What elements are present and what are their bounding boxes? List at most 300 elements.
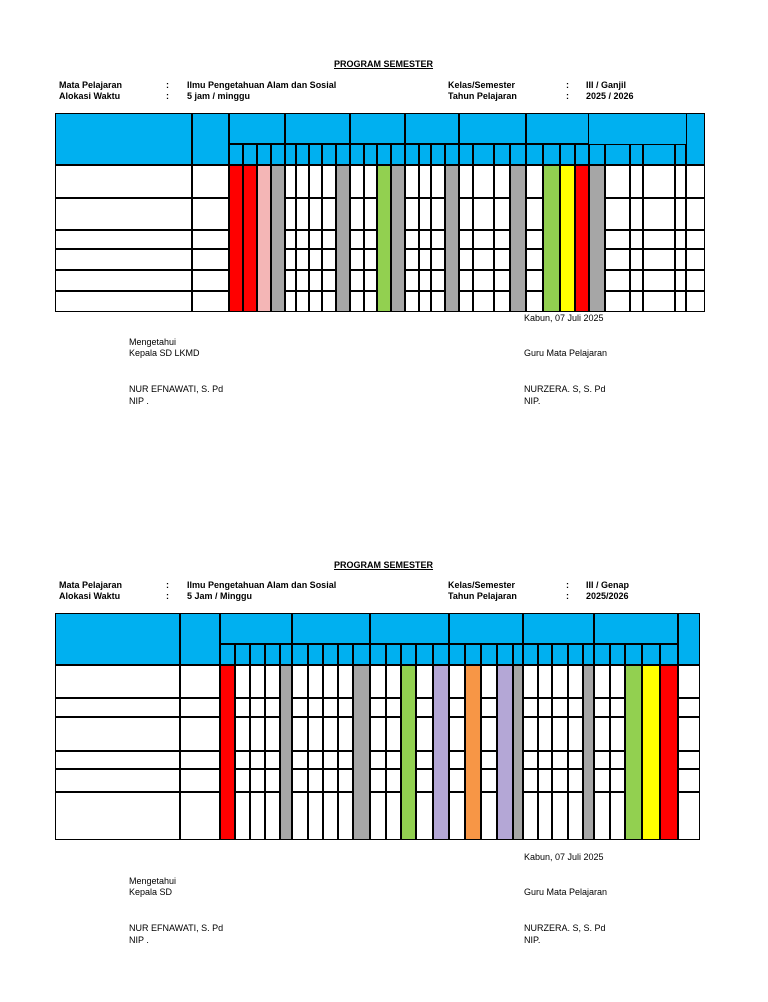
header-week-cell [280, 644, 292, 665]
schedule-cell [643, 270, 675, 291]
schedule-cell [594, 792, 610, 840]
schedule-cell [416, 751, 433, 769]
schedule-cell [323, 717, 338, 751]
schedule-cell [416, 717, 433, 751]
schedule-cell [308, 665, 323, 698]
label-tahun-pelajaran: Tahun Pelajaran [448, 91, 517, 101]
schedule-cell [643, 249, 675, 270]
schedule-cell [552, 665, 568, 698]
week-column [353, 665, 370, 840]
schedule-cell [308, 792, 323, 840]
colon: : [566, 591, 569, 601]
week-5-column [589, 165, 605, 312]
schedule-cell [610, 717, 625, 751]
schedule-cell [630, 291, 643, 312]
schedule-cell [481, 751, 497, 769]
schedule-cell [610, 698, 625, 717]
schedule-cell [610, 769, 625, 792]
schedule-cell [405, 291, 419, 312]
header-week-cell [583, 644, 594, 665]
schedule-cell [481, 665, 497, 698]
teacher-nip: NIP. [524, 935, 541, 945]
header-week-cell [481, 644, 497, 665]
header-week-cell [594, 644, 610, 665]
schedule-cell [605, 291, 630, 312]
schedule-cell [323, 698, 338, 717]
header-week-cell [510, 144, 526, 165]
week-4-column [445, 165, 459, 312]
schedule-cell [364, 249, 377, 270]
headmaster-nip: NIP . [129, 396, 149, 406]
colon: : [166, 91, 169, 101]
header-week-cell [630, 144, 643, 165]
header-week-cell [660, 644, 678, 665]
schedule-cell [459, 249, 473, 270]
schedule-cell [431, 291, 445, 312]
teacher-title: Guru Mata Pelajaran [524, 348, 608, 358]
schedule-cell [494, 249, 510, 270]
schedule-cell [309, 270, 322, 291]
label-mata-pelajaran: Mata Pelajaran [59, 580, 123, 590]
header-month-cell [350, 113, 405, 144]
header-week-cell [243, 144, 257, 165]
schedule-cell [322, 291, 336, 312]
schedule-cell [552, 769, 568, 792]
row-alokasi-cell [180, 717, 220, 751]
header-month-cell [459, 113, 526, 144]
label-mata-pelajaran: Mata Pelajaran [59, 80, 123, 90]
header-week-cell [235, 644, 250, 665]
schedule-cell [250, 751, 265, 769]
schedule-cell [594, 751, 610, 769]
header-month-cell [449, 613, 523, 644]
schedule-cell [308, 751, 323, 769]
schedule-cell [386, 792, 401, 840]
schedule-cell [675, 198, 686, 230]
schedule-cell [643, 198, 675, 230]
schedule-cell [594, 717, 610, 751]
row-alokasi-cell [180, 769, 220, 792]
header-month-cell [370, 613, 449, 644]
schedule-cell [250, 665, 265, 698]
schedule-cell [296, 249, 309, 270]
header-week-cell [323, 644, 338, 665]
header-month-cell [594, 613, 678, 644]
schedule-cell [494, 165, 510, 198]
row-ket-cell [678, 698, 700, 717]
pts-column [377, 165, 391, 312]
schedule-cell [459, 198, 473, 230]
schedule-cell [405, 165, 419, 198]
label-alokasi-waktu: Alokasi Waktu [59, 91, 121, 101]
schedule-cell [431, 198, 445, 230]
schedule-cell [538, 698, 552, 717]
header-ket-cell [678, 613, 700, 665]
value-alokasi-waktu: 5 jam / minggu [187, 91, 251, 101]
schedule-cell [338, 769, 353, 792]
colon: : [166, 591, 169, 601]
holiday-column [229, 165, 243, 312]
schedule-cell [523, 769, 538, 792]
schedule-cell [643, 230, 675, 249]
schedule-cell [568, 717, 583, 751]
schedule-cell [308, 717, 323, 751]
header-week-cell [364, 144, 377, 165]
week-column [513, 665, 523, 840]
schedule-cell [323, 792, 338, 840]
schedule-cell [459, 270, 473, 291]
schedule-cell [370, 717, 386, 751]
teacher-name: NURZERA. S, S. Pd [524, 923, 606, 933]
schedule-cell [265, 769, 280, 792]
event-column [433, 665, 449, 840]
header-month-cell [285, 113, 350, 144]
header-week-cell [568, 644, 583, 665]
header-month-cell [526, 113, 589, 144]
row-alokasi-cell [192, 249, 229, 270]
row-materi-cell [55, 230, 192, 249]
header-month-cell [229, 113, 285, 144]
label-kelas-semester: Kelas/Semester [448, 80, 516, 90]
place-date: Kabun, 07 Juli 2025 [524, 852, 604, 862]
row-alokasi-cell [180, 698, 220, 717]
row-alokasi-cell [180, 665, 220, 698]
header-week-cell [285, 144, 296, 165]
schedule-cell [323, 751, 338, 769]
schedule-cell [526, 291, 543, 312]
teacher-nip: NIP. [524, 396, 541, 406]
schedule-cell [538, 792, 552, 840]
header-week-cell [523, 644, 538, 665]
pas-column [625, 665, 642, 840]
row-alokasi-cell [180, 792, 220, 840]
schedule-cell [605, 270, 630, 291]
schedule-cell [296, 230, 309, 249]
schedule-cell [594, 698, 610, 717]
holiday-column [257, 165, 271, 312]
schedule-cell [473, 230, 494, 249]
schedule-cell [309, 291, 322, 312]
schedule-cell [449, 698, 465, 717]
schedule-cell [419, 249, 431, 270]
schedule-cell [296, 270, 309, 291]
schedule-cell [265, 698, 280, 717]
header-alokasi-cell [192, 113, 229, 165]
header-week-cell [336, 144, 350, 165]
schedule-cell [250, 698, 265, 717]
schedule-cell [473, 198, 494, 230]
row-ket-cell [686, 230, 705, 249]
schedule-cell [322, 198, 336, 230]
row-materi-cell [55, 198, 192, 230]
schedule-cell [630, 270, 643, 291]
header-week-cell [309, 144, 322, 165]
row-ket-cell [678, 717, 700, 751]
schedule-cell [292, 717, 308, 751]
sign-left-line: Mengetahui [129, 337, 177, 347]
schedule-cell [568, 665, 583, 698]
row-materi-cell [55, 717, 180, 751]
header-week-cell [560, 144, 575, 165]
header-week-cell [526, 144, 543, 165]
schedule-cell [250, 769, 265, 792]
row-ket-cell [686, 270, 705, 291]
schedule-cell [309, 230, 322, 249]
schedule-cell [552, 792, 568, 840]
colon: : [566, 580, 569, 590]
week-4-column [271, 165, 285, 312]
schedule-cell [526, 230, 543, 249]
header-week-cell [610, 644, 625, 665]
row-ket-cell [678, 665, 700, 698]
row-alokasi-cell [192, 165, 229, 198]
schedule-cell [323, 665, 338, 698]
schedule-cell [538, 751, 552, 769]
schedule-cell [292, 665, 308, 698]
schedule-cell [419, 230, 431, 249]
schedule-cell [419, 165, 431, 198]
header-week-cell [271, 144, 285, 165]
schedule-cell [494, 198, 510, 230]
schedule-cell [292, 792, 308, 840]
row-alokasi-cell [192, 270, 229, 291]
pas-column [543, 165, 560, 312]
schedule-cell [309, 198, 322, 230]
schedule-cell [675, 165, 686, 198]
label-tahun-pelajaran: Tahun Pelajaran [448, 591, 517, 601]
row-ket-cell [678, 751, 700, 769]
header-week-cell [433, 644, 449, 665]
header-week-cell [642, 644, 660, 665]
row-materi-cell [55, 751, 180, 769]
header-month-cell [292, 613, 370, 644]
week-column [280, 665, 292, 840]
schedule-cell [350, 291, 364, 312]
schedule-cell [338, 698, 353, 717]
schedule-cell [675, 270, 686, 291]
schedule-cell [610, 751, 625, 769]
schedule-cell [292, 698, 308, 717]
schedule-cell [296, 165, 309, 198]
header-week-cell [308, 644, 323, 665]
label-alokasi-waktu: Alokasi Waktu [59, 591, 121, 601]
schedule-cell [364, 198, 377, 230]
schedule-cell [610, 792, 625, 840]
header-week-cell [370, 644, 386, 665]
holiday-column [243, 165, 257, 312]
schedule-cell [431, 270, 445, 291]
schedule-cell [473, 249, 494, 270]
schedule-cell [605, 249, 630, 270]
schedule-cell [675, 291, 686, 312]
value-tahun-pelajaran: 2025/2026 [586, 591, 629, 601]
colon: : [566, 80, 569, 90]
header-week-cell [391, 144, 405, 165]
header-week-cell [265, 644, 280, 665]
schedule-cell [523, 698, 538, 717]
schedule-cell [459, 165, 473, 198]
row-ket-cell [686, 291, 705, 312]
header-week-cell [338, 644, 353, 665]
schedule-cell [364, 291, 377, 312]
schedule-cell [473, 291, 494, 312]
header-week-cell [675, 144, 686, 165]
schedule-cell [265, 792, 280, 840]
schedule-cell [568, 751, 583, 769]
header-week-cell [419, 144, 431, 165]
header-week-cell [538, 644, 552, 665]
schedule-cell [296, 198, 309, 230]
schedule-cell [594, 769, 610, 792]
event-column [465, 665, 481, 840]
schedule-cell [308, 769, 323, 792]
headmaster-nip: NIP . [129, 935, 149, 945]
row-materi-cell [55, 769, 180, 792]
schedule-cell [416, 665, 433, 698]
row-materi-cell [55, 270, 192, 291]
headmaster-title: Kepala SD [129, 887, 173, 897]
row-ket-cell [678, 792, 700, 840]
row-materi-cell [55, 792, 180, 840]
schedule-cell [265, 717, 280, 751]
row-alokasi-cell [192, 230, 229, 249]
row-ket-cell [686, 198, 705, 230]
schedule-cell [235, 769, 250, 792]
schedule-cell [235, 792, 250, 840]
schedule-cell [338, 665, 353, 698]
schedule-cell [526, 270, 543, 291]
schedule-cell [552, 717, 568, 751]
schedule-cell [405, 270, 419, 291]
header-materi-cell [55, 613, 180, 665]
schedule-cell [568, 792, 583, 840]
semester-2-title: PROGRAM SEMESTER [334, 560, 434, 570]
header-week-cell [405, 144, 419, 165]
schedule-cell [538, 665, 552, 698]
header-week-cell [296, 144, 309, 165]
header-week-cell [543, 144, 560, 165]
schedule-cell [285, 165, 296, 198]
row-alokasi-cell [180, 751, 220, 769]
schedule-cell [405, 198, 419, 230]
schedule-cell [292, 769, 308, 792]
schedule-cell [296, 291, 309, 312]
schedule-cell [419, 270, 431, 291]
schedule-cell [350, 270, 364, 291]
colon: : [166, 80, 169, 90]
header-week-cell [445, 144, 459, 165]
schedule-cell [235, 717, 250, 751]
header-month-cell [405, 113, 459, 144]
schedule-cell [386, 698, 401, 717]
header-week-cell [465, 644, 481, 665]
row-materi-cell [55, 665, 180, 698]
header-month-cell [523, 613, 594, 644]
schedule-cell [643, 165, 675, 198]
schedule-cell [338, 717, 353, 751]
schedule-cell [322, 230, 336, 249]
schedule-cell [370, 769, 386, 792]
schedule-cell [630, 249, 643, 270]
header-week-cell [350, 144, 364, 165]
value-alokasi-waktu: 5 Jam / Minggu [187, 591, 253, 601]
schedule-cell [526, 198, 543, 230]
header-week-cell [589, 144, 605, 165]
header-week-cell [625, 644, 642, 665]
row-materi-cell [55, 291, 192, 312]
schedule-cell [459, 230, 473, 249]
value-mata-pelajaran: Ilmu Pengetahuan Alam dan Sosial [187, 580, 337, 590]
week-4-column [391, 165, 405, 312]
remedial-column [560, 165, 575, 312]
header-week-cell [497, 644, 513, 665]
row-ket-cell [686, 249, 705, 270]
header-week-cell [513, 644, 523, 665]
schedule-cell [459, 291, 473, 312]
schedule-cell [405, 230, 419, 249]
libur-semester-column [660, 665, 678, 840]
header-week-cell [431, 144, 445, 165]
schedule-cell [370, 665, 386, 698]
schedule-cell [322, 249, 336, 270]
schedule-cell [416, 792, 433, 840]
schedule-cell [552, 751, 568, 769]
schedule-cell [610, 665, 625, 698]
colon: : [566, 91, 569, 101]
schedule-cell [523, 751, 538, 769]
event-column [497, 665, 513, 840]
schedule-cell [350, 165, 364, 198]
schedule-cell [481, 698, 497, 717]
sign-left-line: Mengetahui [129, 876, 177, 886]
schedule-cell [630, 165, 643, 198]
schedule-cell [235, 665, 250, 698]
value-tahun-pelajaran: 2025 / 2026 [586, 91, 634, 101]
header-week-cell [229, 144, 243, 165]
header-ket-cell [686, 113, 705, 165]
value-kelas-semester: III / Ganjil [586, 80, 627, 90]
header-week-cell [250, 644, 265, 665]
header-week-cell [552, 644, 568, 665]
schedule-cell [594, 665, 610, 698]
schedule-cell [449, 751, 465, 769]
header-week-cell [220, 644, 235, 665]
row-materi-cell [55, 249, 192, 270]
pts-column [401, 665, 416, 840]
schedule-cell [568, 698, 583, 717]
colon: : [166, 580, 169, 590]
schedule-cell [675, 230, 686, 249]
schedule-cell [523, 792, 538, 840]
headmaster-name: NUR EFNAWATI, S. Pd [129, 923, 224, 933]
schedule-cell [473, 165, 494, 198]
header-week-cell [449, 644, 465, 665]
row-ket-cell [686, 165, 705, 198]
week-column [583, 665, 594, 840]
schedule-cell [285, 249, 296, 270]
header-month-cell [220, 613, 292, 644]
headmaster-title: Kepala SD LKMD [129, 348, 200, 358]
schedule-cell [526, 249, 543, 270]
holiday-column [220, 665, 235, 840]
schedule-cell [552, 698, 568, 717]
header-week-cell [473, 144, 494, 165]
header-week-cell [605, 144, 630, 165]
schedule-cell [605, 165, 630, 198]
header-week-cell [459, 144, 473, 165]
schedule-cell [481, 769, 497, 792]
schedule-cell [416, 698, 433, 717]
